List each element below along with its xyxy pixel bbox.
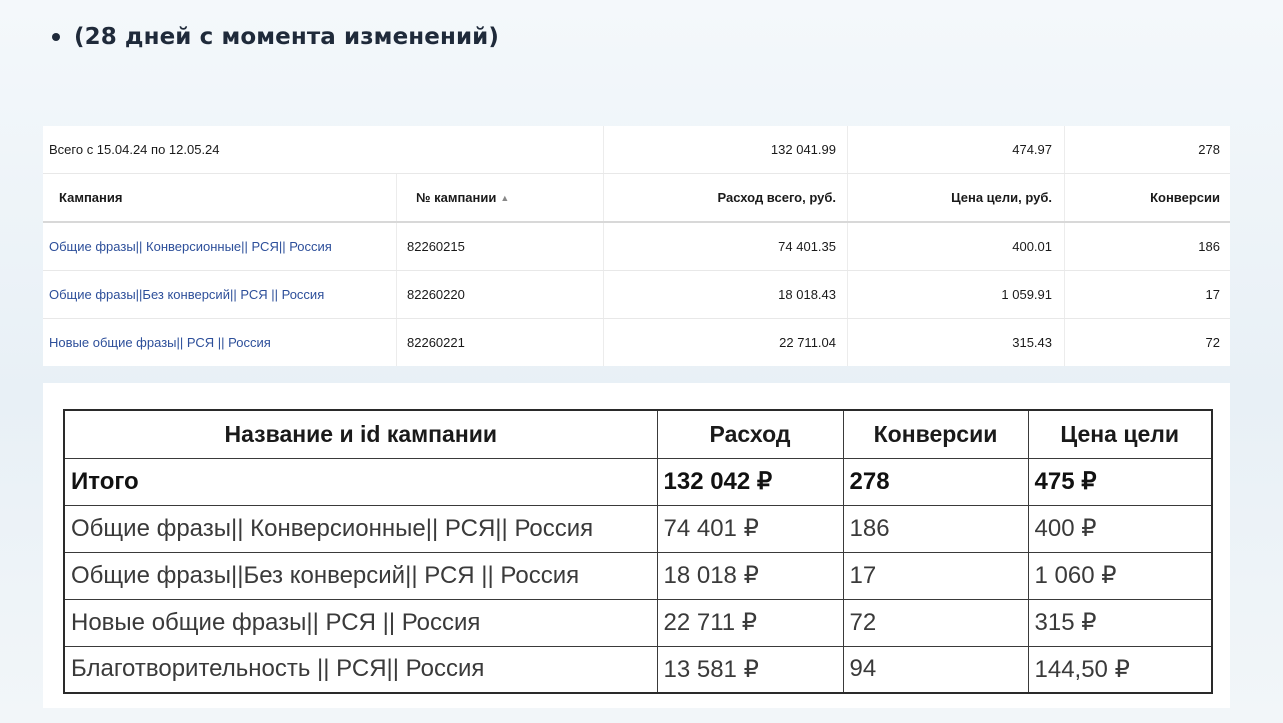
table-row [64, 552, 1212, 599]
slide-heading [52, 24, 499, 50]
table-row [64, 505, 1212, 552]
report-total-row [43, 126, 1230, 174]
campaign-id: 82260215 [397, 223, 604, 270]
column-header-campaign-id[interactable] [397, 174, 604, 221]
report-header-row [43, 174, 1230, 223]
summary-table [63, 409, 1213, 694]
column-header-campaign-id-label: № кампании [416, 190, 497, 205]
summary-campaign-conversions: 17 [843, 552, 1028, 599]
column-header-campaign[interactable] [43, 174, 397, 221]
campaign-goal-price: 315.43 [848, 319, 1065, 366]
campaign-link[interactable]: Общие фразы|| Конверсионные|| РСЯ|| Россия [43, 223, 397, 270]
summary-campaign-goal-price: 315 ₽ [1028, 599, 1212, 646]
summary-campaign-conversions: 72 [843, 599, 1028, 646]
summary-total-label: Итого [64, 458, 657, 505]
summary-total-goal-price: 475 ₽ [1028, 458, 1212, 505]
summary-header-name: Название и id кампании [64, 410, 657, 458]
column-header-conversions-label: Конверсии [1150, 190, 1220, 205]
campaign-conversions: 17 [1205, 287, 1220, 302]
sort-ascending-icon[interactable]: ▲ [500, 192, 510, 203]
report-total-spend: 132 041.99 [604, 126, 848, 173]
summary-campaign-spend: 13 581 ₽ [657, 646, 843, 693]
summary-campaign-name: Благотворительность || РСЯ|| Россия [64, 646, 657, 693]
campaign-report-table [43, 126, 1230, 366]
summary-campaign-spend: 74 401 ₽ [657, 505, 843, 552]
summary-campaign-goal-price: 1 060 ₽ [1028, 552, 1212, 599]
column-header-campaign-label: Кампания [59, 190, 123, 205]
table-row [64, 599, 1212, 646]
summary-header-goal-price: Цена цели [1028, 410, 1212, 458]
summary-campaign-name: Общие фразы||Без конверсий|| РСЯ || Россия [64, 552, 657, 599]
campaign-conversions: 72 [1205, 335, 1220, 350]
table-row [43, 319, 1230, 366]
summary-header-spend: Расход [657, 410, 843, 458]
summary-total-row [64, 458, 1212, 505]
summary-header-conversions: Конверсии [843, 410, 1028, 458]
report-total-goal-price: 474.97 [848, 126, 1065, 173]
column-header-goal-price-label: Цена цели, руб. [951, 190, 1052, 205]
campaign-spend: 74 401.35 [604, 223, 848, 270]
bullet-icon [52, 33, 60, 41]
column-header-conversions[interactable] [1065, 174, 1230, 221]
summary-campaign-name: Новые общие фразы|| РСЯ || Россия [64, 599, 657, 646]
campaign-goal-price: 400.01 [848, 223, 1065, 270]
summary-campaign-spend: 22 711 ₽ [657, 599, 843, 646]
summary-campaign-goal-price: 144,50 ₽ [1028, 646, 1212, 693]
summary-total-spend: 132 042 ₽ [657, 458, 843, 505]
column-header-goal-price[interactable] [848, 174, 1065, 221]
campaign-goal-price: 1 059.91 [848, 271, 1065, 318]
campaign-conversions: 186 [1198, 239, 1220, 254]
campaign-spend: 22 711.04 [604, 319, 848, 366]
campaign-link[interactable]: Общие фразы||Без конверсий|| РСЯ || Россия [43, 271, 397, 318]
summary-campaign-goal-price: 400 ₽ [1028, 505, 1212, 552]
summary-campaign-spend: 18 018 ₽ [657, 552, 843, 599]
summary-campaign-name: Общие фразы|| Конверсионные|| РСЯ|| Россия [64, 505, 657, 552]
table-row [43, 271, 1230, 319]
summary-campaign-conversions: 94 [843, 646, 1028, 693]
column-header-spend[interactable] [604, 174, 848, 221]
campaign-id: 82260221 [397, 319, 604, 366]
heading-text: (28 дней с момента изменений) [74, 24, 500, 50]
report-total-label: Всего с 15.04.24 по 12.05.24 [43, 126, 604, 173]
campaign-id: 82260220 [397, 271, 604, 318]
summary-panel [43, 383, 1230, 708]
campaign-link[interactable]: Новые общие фразы|| РСЯ || Россия [43, 319, 397, 366]
campaign-spend: 18 018.43 [604, 271, 848, 318]
report-total-conversions: 278 [1198, 142, 1220, 157]
summary-campaign-conversions: 186 [843, 505, 1028, 552]
summary-total-conversions: 278 [843, 458, 1028, 505]
summary-header-row [64, 410, 1212, 458]
column-header-spend-label: Расход всего, руб. [717, 190, 836, 205]
table-row [64, 646, 1212, 693]
table-row [43, 223, 1230, 271]
